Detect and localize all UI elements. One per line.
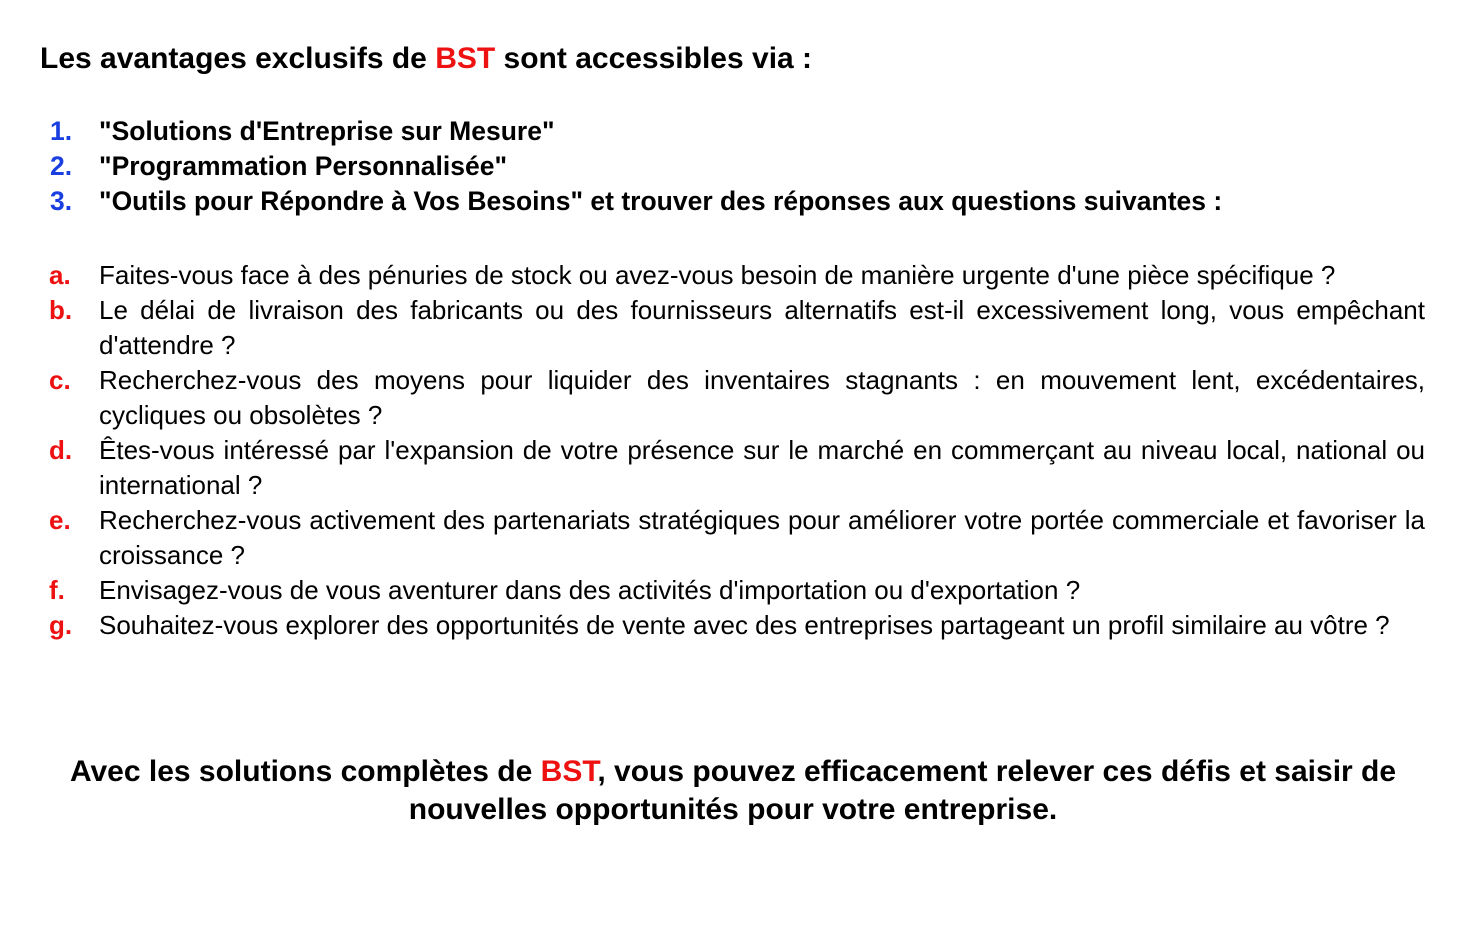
- numbered-marker: 3.: [50, 186, 73, 216]
- question-list: [0, 258, 1466, 643]
- question-marker: g.: [49, 610, 73, 640]
- question-text: Le délai de livraison des fabricants ou des fournisseurs alternatifs est-il excessivement long, vous empêchant d'attendre ?: [99, 295, 1425, 360]
- question-text: Faites-vous face à des pénuries de stock ou avez-vous besoin de manière urgente d'une pièce spécifique ?: [99, 260, 1336, 290]
- question-item: [0, 608, 1466, 643]
- footer-prefix: Avec les solutions complètes de: [69, 755, 541, 788]
- numbered-item: [0, 184, 1466, 219]
- question-item: [0, 293, 1466, 363]
- numbered-list: [0, 114, 1466, 219]
- numbered-item: [0, 149, 1466, 184]
- footer-brand: BST: [540, 755, 598, 788]
- closing-statement: [40, 753, 1426, 829]
- question-marker: e.: [49, 505, 71, 535]
- numbered-item-text: "Solutions d'Entreprise sur Mesure": [99, 116, 555, 146]
- question-marker: a.: [49, 260, 71, 290]
- numbered-marker: 1.: [50, 116, 73, 146]
- footer-suffix: , vous pouvez efficacement relever ces défis et saisir de nouvelles opportunités pour votre entreprise.: [408, 755, 1397, 826]
- question-text: Souhaitez-vous explorer des opportunités de vente avec des entreprises partageant un profil similaire au vôtre ?: [99, 610, 1390, 640]
- question-item: [0, 573, 1466, 608]
- numbered-item-text: "Programmation Personnalisée": [99, 151, 508, 181]
- numbered-item: [0, 114, 1466, 149]
- question-text: Recherchez-vous activement des partenariats stratégiques pour améliorer votre portée commerciale et favoriser la croissance ?: [99, 505, 1425, 570]
- heading-brand: BST: [435, 42, 496, 75]
- numbered-item-text: "Outils pour Répondre à Vos Besoins" et trouver des réponses aux questions suivantes :: [99, 186, 1223, 216]
- heading-prefix: Les avantages exclusifs de: [40, 42, 436, 75]
- question-item: [0, 503, 1466, 573]
- question-marker: b.: [49, 295, 73, 325]
- heading: [40, 38, 812, 80]
- question-text: Envisagez-vous de vous aventurer dans des activités d'importation ou d'exportation ?: [99, 575, 1081, 605]
- question-item: [0, 363, 1466, 433]
- question-marker: d.: [49, 435, 73, 465]
- question-text: Êtes-vous intéressé par l'expansion de votre présence sur le marché en commerçant au niveau local, national ou international ?: [99, 435, 1425, 500]
- question-item: [0, 258, 1466, 293]
- question-marker: c.: [49, 365, 71, 395]
- numbered-marker: 2.: [50, 151, 73, 181]
- question-item: [0, 433, 1466, 503]
- question-marker: f.: [49, 575, 65, 605]
- question-text: Recherchez-vous des moyens pour liquider des inventaires stagnants : en mouvement lent, excédentaires, cycliques ou obsolètes ?: [99, 365, 1425, 430]
- heading-suffix: sont accessibles via :: [495, 42, 813, 75]
